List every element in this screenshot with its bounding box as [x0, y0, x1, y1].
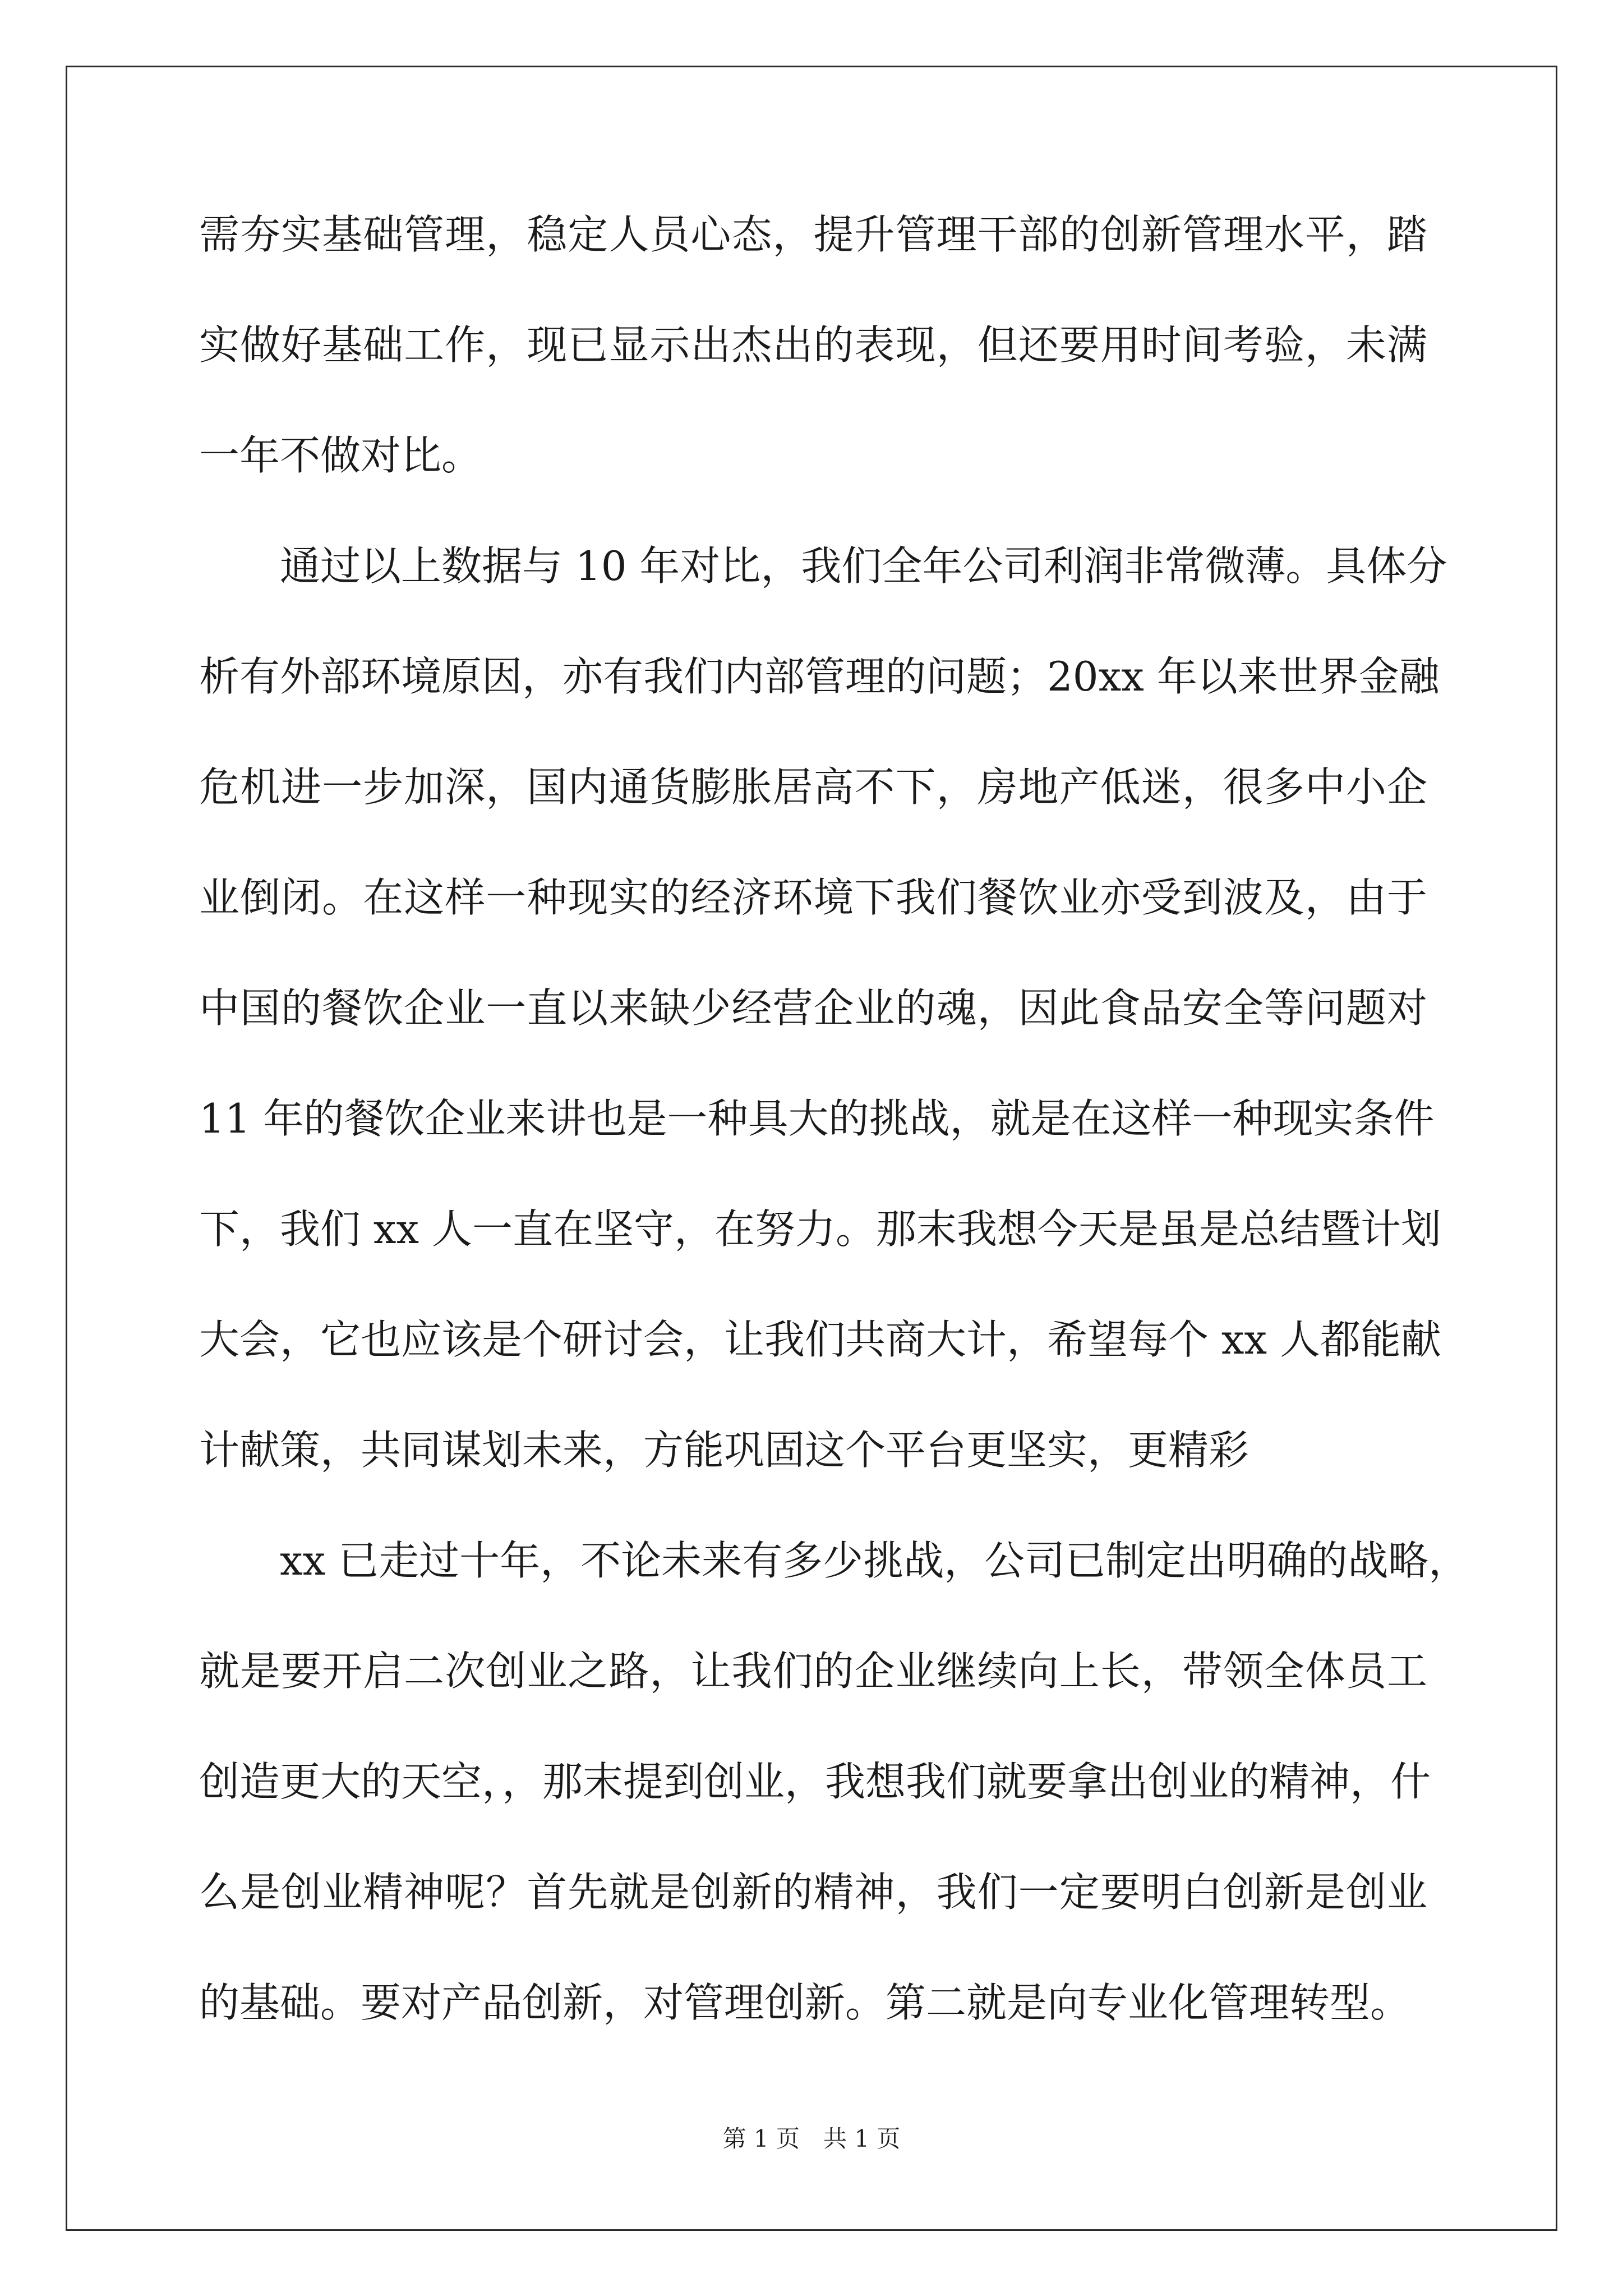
text-line: 11 年的餐饮企业来讲也是一种具大的挑战，就是在这样一种现实条件	[199, 1095, 1435, 1142]
text-line: 需夯实基础管理，稳定人员心态，提升管理干部的创新管理水平，踏	[199, 211, 1427, 258]
text-line: 通过以上数据与 10 年对比，我们全年公司利润非常微薄。具体分	[280, 542, 1447, 590]
text-line: xx 已走过十年，不论未来有多少挑战，公司已制定出明确的战略，	[280, 1537, 1469, 1584]
text-line: 么是创业精神呢？首先就是创新的精神，我们一定要明白创新是创业	[199, 1869, 1427, 1916]
text-line: 下，我们 xx 人一直在坚守，在努力。那末我想今天是虽是总结暨计划	[199, 1205, 1441, 1253]
text-line: 的基础。要对产品创新，对管理创新。第二就是向专业化管理转型。	[199, 1979, 1411, 2026]
text-line: 中国的餐饮企业一直以来缺少经营企业的魂，因此食品安全等问题对	[199, 984, 1427, 1032]
text-line: 创造更大的天空，，那末提到创业，我想我们就要拿出创业的精神，什	[199, 1758, 1431, 1805]
text-line: 业倒闭。在这样一种现实的经济环境下我们餐饮业亦受到波及，由于	[199, 874, 1427, 921]
text-line: 危机进一步加深，国内通货膨胀居高不下，房地产低迷，很多中小企	[199, 763, 1427, 811]
text-line: 就是要开启二次创业之路，让我们的企业继续向上长，带领全体员工	[199, 1648, 1427, 1695]
text-line: 计献策，共同谋划未来，方能巩固这个平台更坚实，更精彩	[199, 1427, 1249, 1474]
text-line: 实做好基础工作，现已显示出杰出的表现，但还要用时间考验，未满	[199, 321, 1427, 369]
text-line: 析有外部环境原因，亦有我们内部管理的问题；20xx 年以来世界金融	[199, 653, 1440, 700]
document-body	[199, 208, 1469, 2086]
page-number-footer: 第 1 页 共 1 页	[722, 2125, 901, 2152]
text-line: 大会，它也应该是个研讨会，让我们共商大计，希望每个 xx 人都能献	[199, 1316, 1441, 1363]
text-line: 一年不做对比。	[199, 432, 482, 479]
